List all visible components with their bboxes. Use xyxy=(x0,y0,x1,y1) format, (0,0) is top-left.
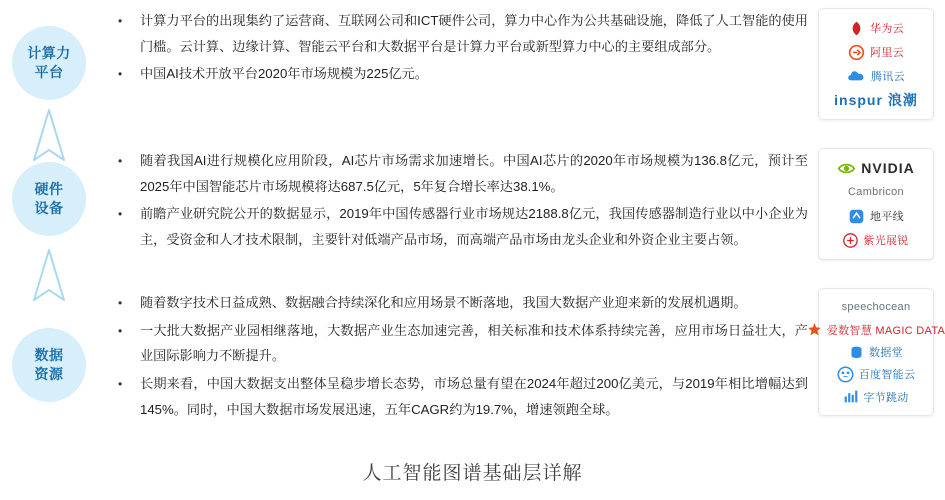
logo-item-horizon-robotics xyxy=(824,204,928,228)
logo-label: NVIDIA xyxy=(861,160,915,176)
logo-item-tencent-cloud xyxy=(824,64,928,88)
logo-label: 数据堂 xyxy=(869,347,903,360)
text-block-hardware-devices xyxy=(118,148,808,255)
down-arrow-icon-1 xyxy=(30,108,68,164)
logo-item-aliyun xyxy=(824,40,928,64)
horizon-robotics-icon xyxy=(848,208,865,225)
bytedance-bars-icon xyxy=(843,389,858,404)
bullet-item xyxy=(118,318,808,369)
layer-pill-hardware-line1: 硬件 xyxy=(34,181,64,198)
layer-pill-compute-line2: 平台 xyxy=(34,64,64,80)
bullet-marker: • xyxy=(118,14,123,28)
logo-label: 百度智能云 xyxy=(858,369,916,382)
layer-pill-compute xyxy=(12,26,86,100)
logo-label: 华为云 xyxy=(870,23,904,35)
bullet-text: 中国AI技术开放平台2020年市场规模为225亿元。 xyxy=(140,66,428,82)
tencent-cloud-icon xyxy=(847,69,866,83)
bullet-text: 前瞻产业研究院公开的数据显示，2019年中国传感器行业市场规达2188.8亿元，我国传感器制造行业以中小企业为主，受资金和人才技术限制，主要针对低端产品市场，而高端产品市场由龙头企业和外资企业主要占领。 xyxy=(140,206,808,248)
logo-label: 地平线 xyxy=(870,211,904,223)
logo-card-data xyxy=(818,288,945,416)
bullet-marker: • xyxy=(118,323,123,338)
logo-label: 爱数智慧 MAGIC DATA xyxy=(826,324,945,337)
magic-data-icon xyxy=(807,322,822,337)
unisoc-icon xyxy=(843,233,858,248)
bullet-item xyxy=(118,8,808,59)
logo-item-baidu-ai-cloud xyxy=(824,363,928,385)
baidu-bear-paw-icon xyxy=(837,366,854,383)
text-block-compute-platform xyxy=(118,8,808,89)
logo-item-datatang xyxy=(824,341,928,363)
logo-item-magic-data xyxy=(824,318,945,340)
logo-label: 腾讯云 xyxy=(871,71,905,83)
bullet-text: 随着数字技术日益成熟、数据融合持续深化和应用场景不断落地，我国大数据产业迎来新的发展机遇期。 xyxy=(140,295,747,310)
logo-label: 字节跳动 xyxy=(863,391,909,404)
bullet-item xyxy=(118,148,808,199)
logo-item-speechocean xyxy=(824,296,928,318)
layer-pill-compute-line1: 计算力 xyxy=(27,45,71,62)
logo-item-cambricon xyxy=(824,180,928,204)
layer-pill-hardware xyxy=(12,162,86,236)
bullet-marker: • xyxy=(118,377,123,392)
logo-item-huawei-cloud xyxy=(824,16,928,40)
bullet-marker: • xyxy=(118,154,123,168)
bullet-text: 计算力平台的出现集约了运营商、互联网公司和ICT硬件公司，算力中心作为公共基础设施，降低了人工智能的使用门槛。云计算、边缘计算、智能云平台和大数据平台是计算力平台或新型算力中心的主要组成部分。 xyxy=(140,13,808,54)
bullet-marker: • xyxy=(118,67,123,82)
nvidia-eye-icon xyxy=(837,161,856,176)
bullet-item xyxy=(118,61,808,87)
layer-pill-data-line2: 资源 xyxy=(34,366,64,382)
page-title: 人工智能图谱基础层详解 xyxy=(362,463,583,484)
logo-label: speechocean xyxy=(841,301,911,314)
logo-item-unisoc xyxy=(824,228,928,252)
logo-label: 阿里云 xyxy=(870,47,904,59)
logo-item-inspur xyxy=(824,88,928,112)
logo-card-compute xyxy=(818,8,934,120)
bullet-text: 随着我国AI进行规模化应用阶段，AI芯片市场需求加速增长。中国AI芯片的2020年市场规模为136.8亿元，预计至2025年中国智能芯片市场规模将达687.5亿元，5年复合增长率达38.1%。 xyxy=(140,153,808,194)
huawei-petal-icon xyxy=(848,20,865,37)
logo-item-nvidia xyxy=(824,156,928,180)
alibaba-cloud-icon xyxy=(848,44,865,61)
datatang-icon xyxy=(849,345,864,360)
logo-label: 紫光展锐 xyxy=(863,235,909,247)
down-arrow-icon-2 xyxy=(30,248,68,304)
logo-label: inspur 浪潮 xyxy=(834,92,918,108)
bullet-marker: • xyxy=(118,296,123,310)
bullet-text: 长期来看，中国大数据支出整体呈稳步增长态势，市场总量有望在2024年超过200亿美元，与2019年相比增幅达到145%。同时，中国大数据市场发展迅速，五年CAGR约为19.7%，增速领跑全球。 xyxy=(140,376,808,417)
logo-item-bytedance-volcano xyxy=(824,386,928,408)
layer-column xyxy=(0,0,112,440)
text-block-data-resources xyxy=(118,290,808,425)
bullet-marker: • xyxy=(118,207,123,222)
layer-pill-hardware-line2: 设备 xyxy=(34,200,64,216)
layer-pill-data xyxy=(12,328,86,402)
logo-card-hardware xyxy=(818,148,934,260)
bullet-item xyxy=(118,371,808,422)
bullet-text: 一大批大数据产业园相继落地，大数据产业生态加速完善，相关标准和技术体系持续完善，应用市场日益壮大，产业国际影响力不断提升。 xyxy=(140,322,808,364)
bullet-item xyxy=(118,290,808,316)
layer-pill-data-line1: 数据 xyxy=(34,347,64,364)
bullet-item xyxy=(118,201,808,252)
logo-label: Cambricon xyxy=(848,186,904,198)
